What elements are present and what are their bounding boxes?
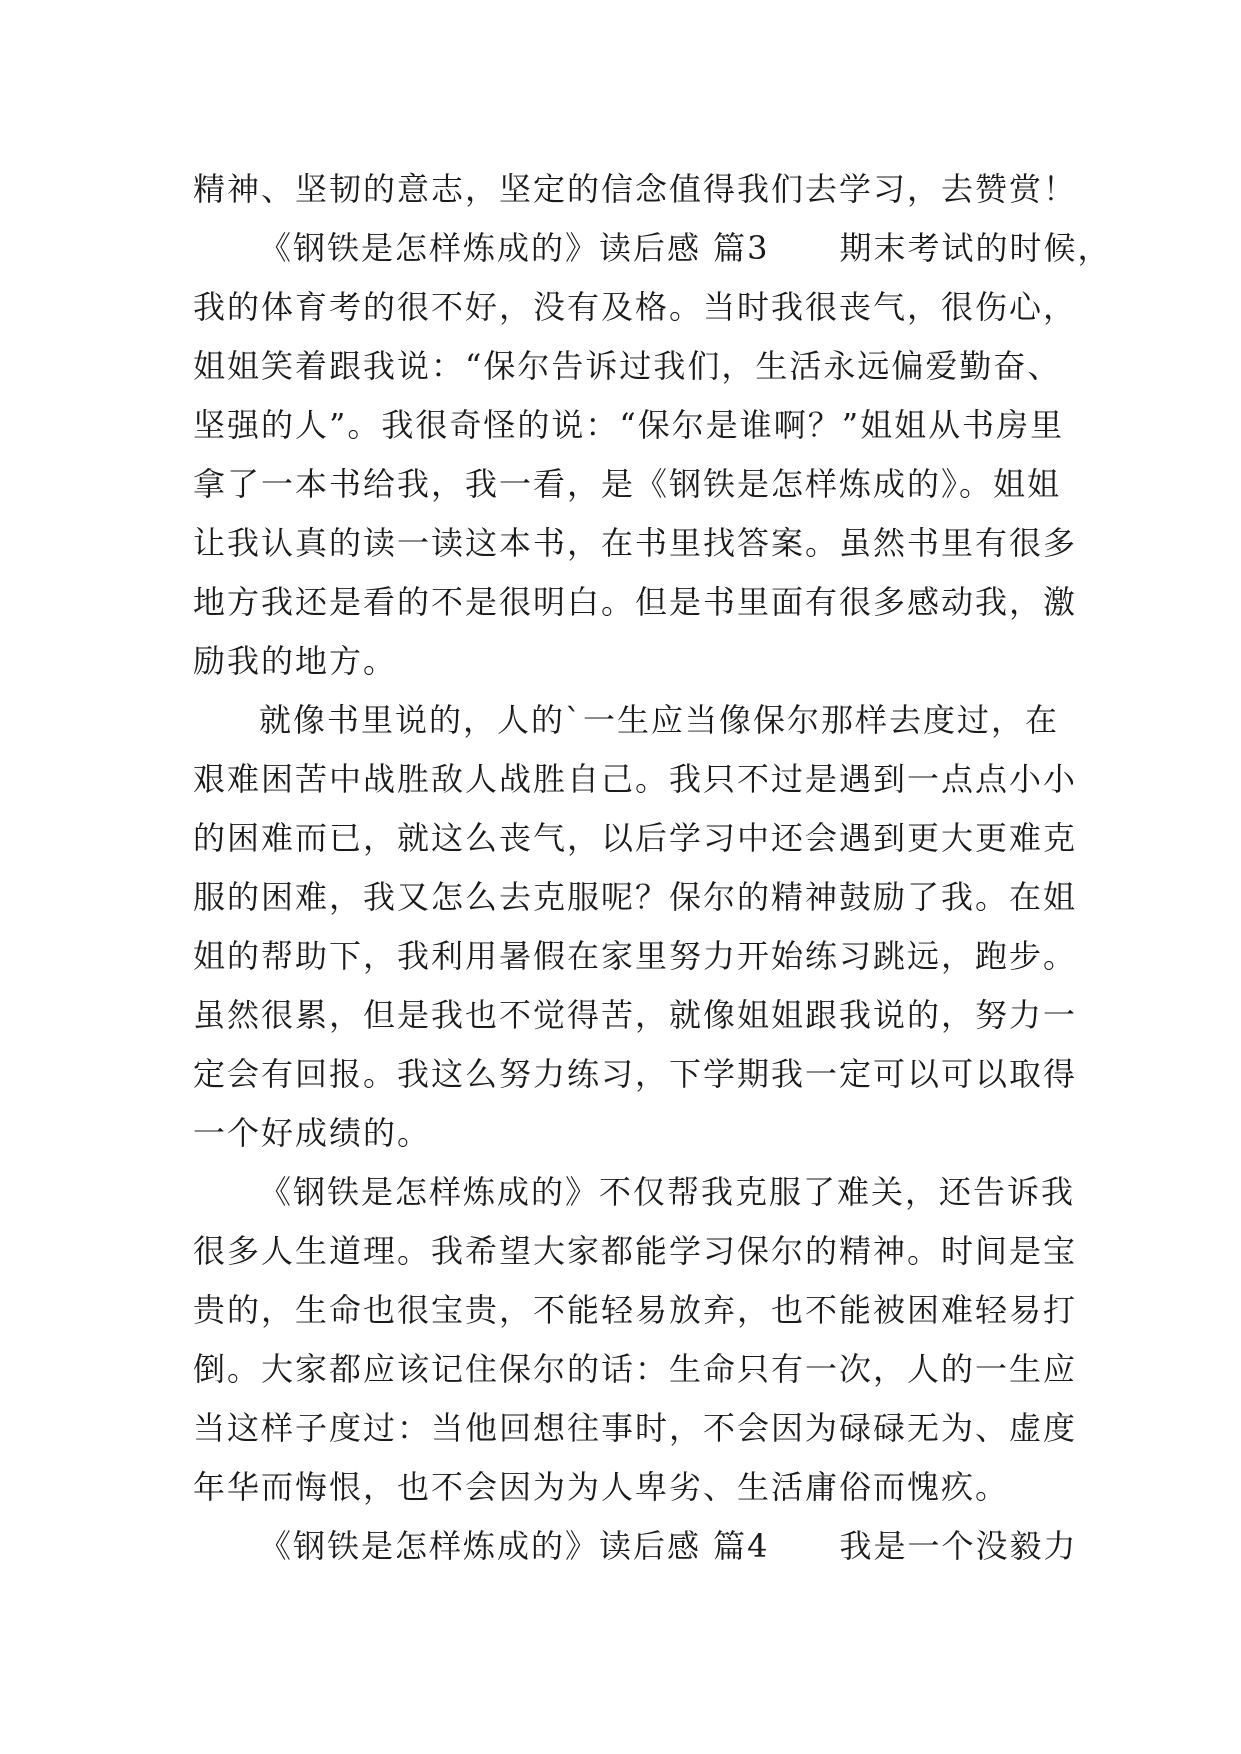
text-line: 服的困难，我又怎么去克服呢？保尔的精神鼓励了我。在姐 — [193, 878, 1078, 916]
text-line: 坚强的人”。我很奇怪的说：“保尔是谁啊？”姐姐从书房里 — [193, 406, 1065, 444]
text-line: 姐姐笑着跟我说：“保尔告诉过我们，生活永远偏爱勤奋、 — [193, 347, 1062, 385]
text-line: 地方我还是看的不是很明白。但是书里面有很多感动我，激 — [193, 583, 1078, 621]
text-line: 拿了一本书给我，我一看，是《钢铁是怎样炼成的》。姐姐 — [193, 465, 1062, 503]
text-line: 很多人生道理。我希望大家都能学习保尔的精神。时间是宝 — [193, 1232, 1078, 1270]
text-line: 精神、坚韧的意志，坚定的信念值得我们去学习，去赞赏！ — [193, 170, 1078, 208]
text-line: 励我的地方。 — [193, 642, 398, 680]
text-line: 虽然很累，但是我也不觉得苦，就像姐姐跟我说的，努力一 — [193, 996, 1078, 1034]
section-heading-line — [193, 1517, 1093, 1576]
section-heading-line — [193, 219, 1112, 278]
article-body — [193, 160, 1112, 1576]
section-heading: 《钢铁是怎样炼成的》读后感 篇3 — [259, 229, 770, 267]
text-line: 《钢铁是怎样炼成的》不仅帮我克服了难关，还告诉我 — [259, 1173, 1076, 1211]
text-line: 一个好成绩的。 — [193, 1114, 432, 1152]
text-line: 就像书里说的，人的`一生应当像保尔那样去度过，在 — [259, 701, 1060, 739]
section-heading: 《钢铁是怎样炼成的》读后感 篇4 — [259, 1527, 770, 1565]
text-line: 姐的帮助下，我利用暑假在家里努力开始练习跳远，跑步。 — [193, 937, 1078, 975]
text-line: 当这样子度过：当他回想往事时，不会因为碌碌无为、虚度 — [193, 1409, 1078, 1447]
text-line: 定会有回报。我这么努力练习，下学期我一定可以可以取得 — [193, 1055, 1078, 1093]
text-line: 年华而悔恨，也不会因为为人卑劣、生活庸俗而愧疚。 — [193, 1468, 1010, 1506]
text-line: 的困难而已，就这么丧气，以后学习中还会遇到更大更难克 — [193, 819, 1078, 857]
text-line: 让我认真的读一读这本书，在书里找答案。虽然书里有很多 — [193, 524, 1078, 562]
text-line: 艰难困苦中战胜敌人战胜自己。我只不过是遇到一点点小小 — [193, 760, 1078, 798]
text-line: 我的体育考的很不好，没有及格。当时我很丧气，很伤心， — [193, 288, 1078, 326]
text-line: 倒。大家都应该记住保尔的话：生命只有一次，人的一生应 — [193, 1350, 1078, 1388]
text-line: 贵的，生命也很宝贵，不能轻易放弃，也不能被困难轻易打 — [193, 1291, 1078, 1329]
text-fragment: 我是一个没毅力 — [839, 1527, 1078, 1565]
text-fragment: 期末考试的时候， — [839, 229, 1112, 267]
